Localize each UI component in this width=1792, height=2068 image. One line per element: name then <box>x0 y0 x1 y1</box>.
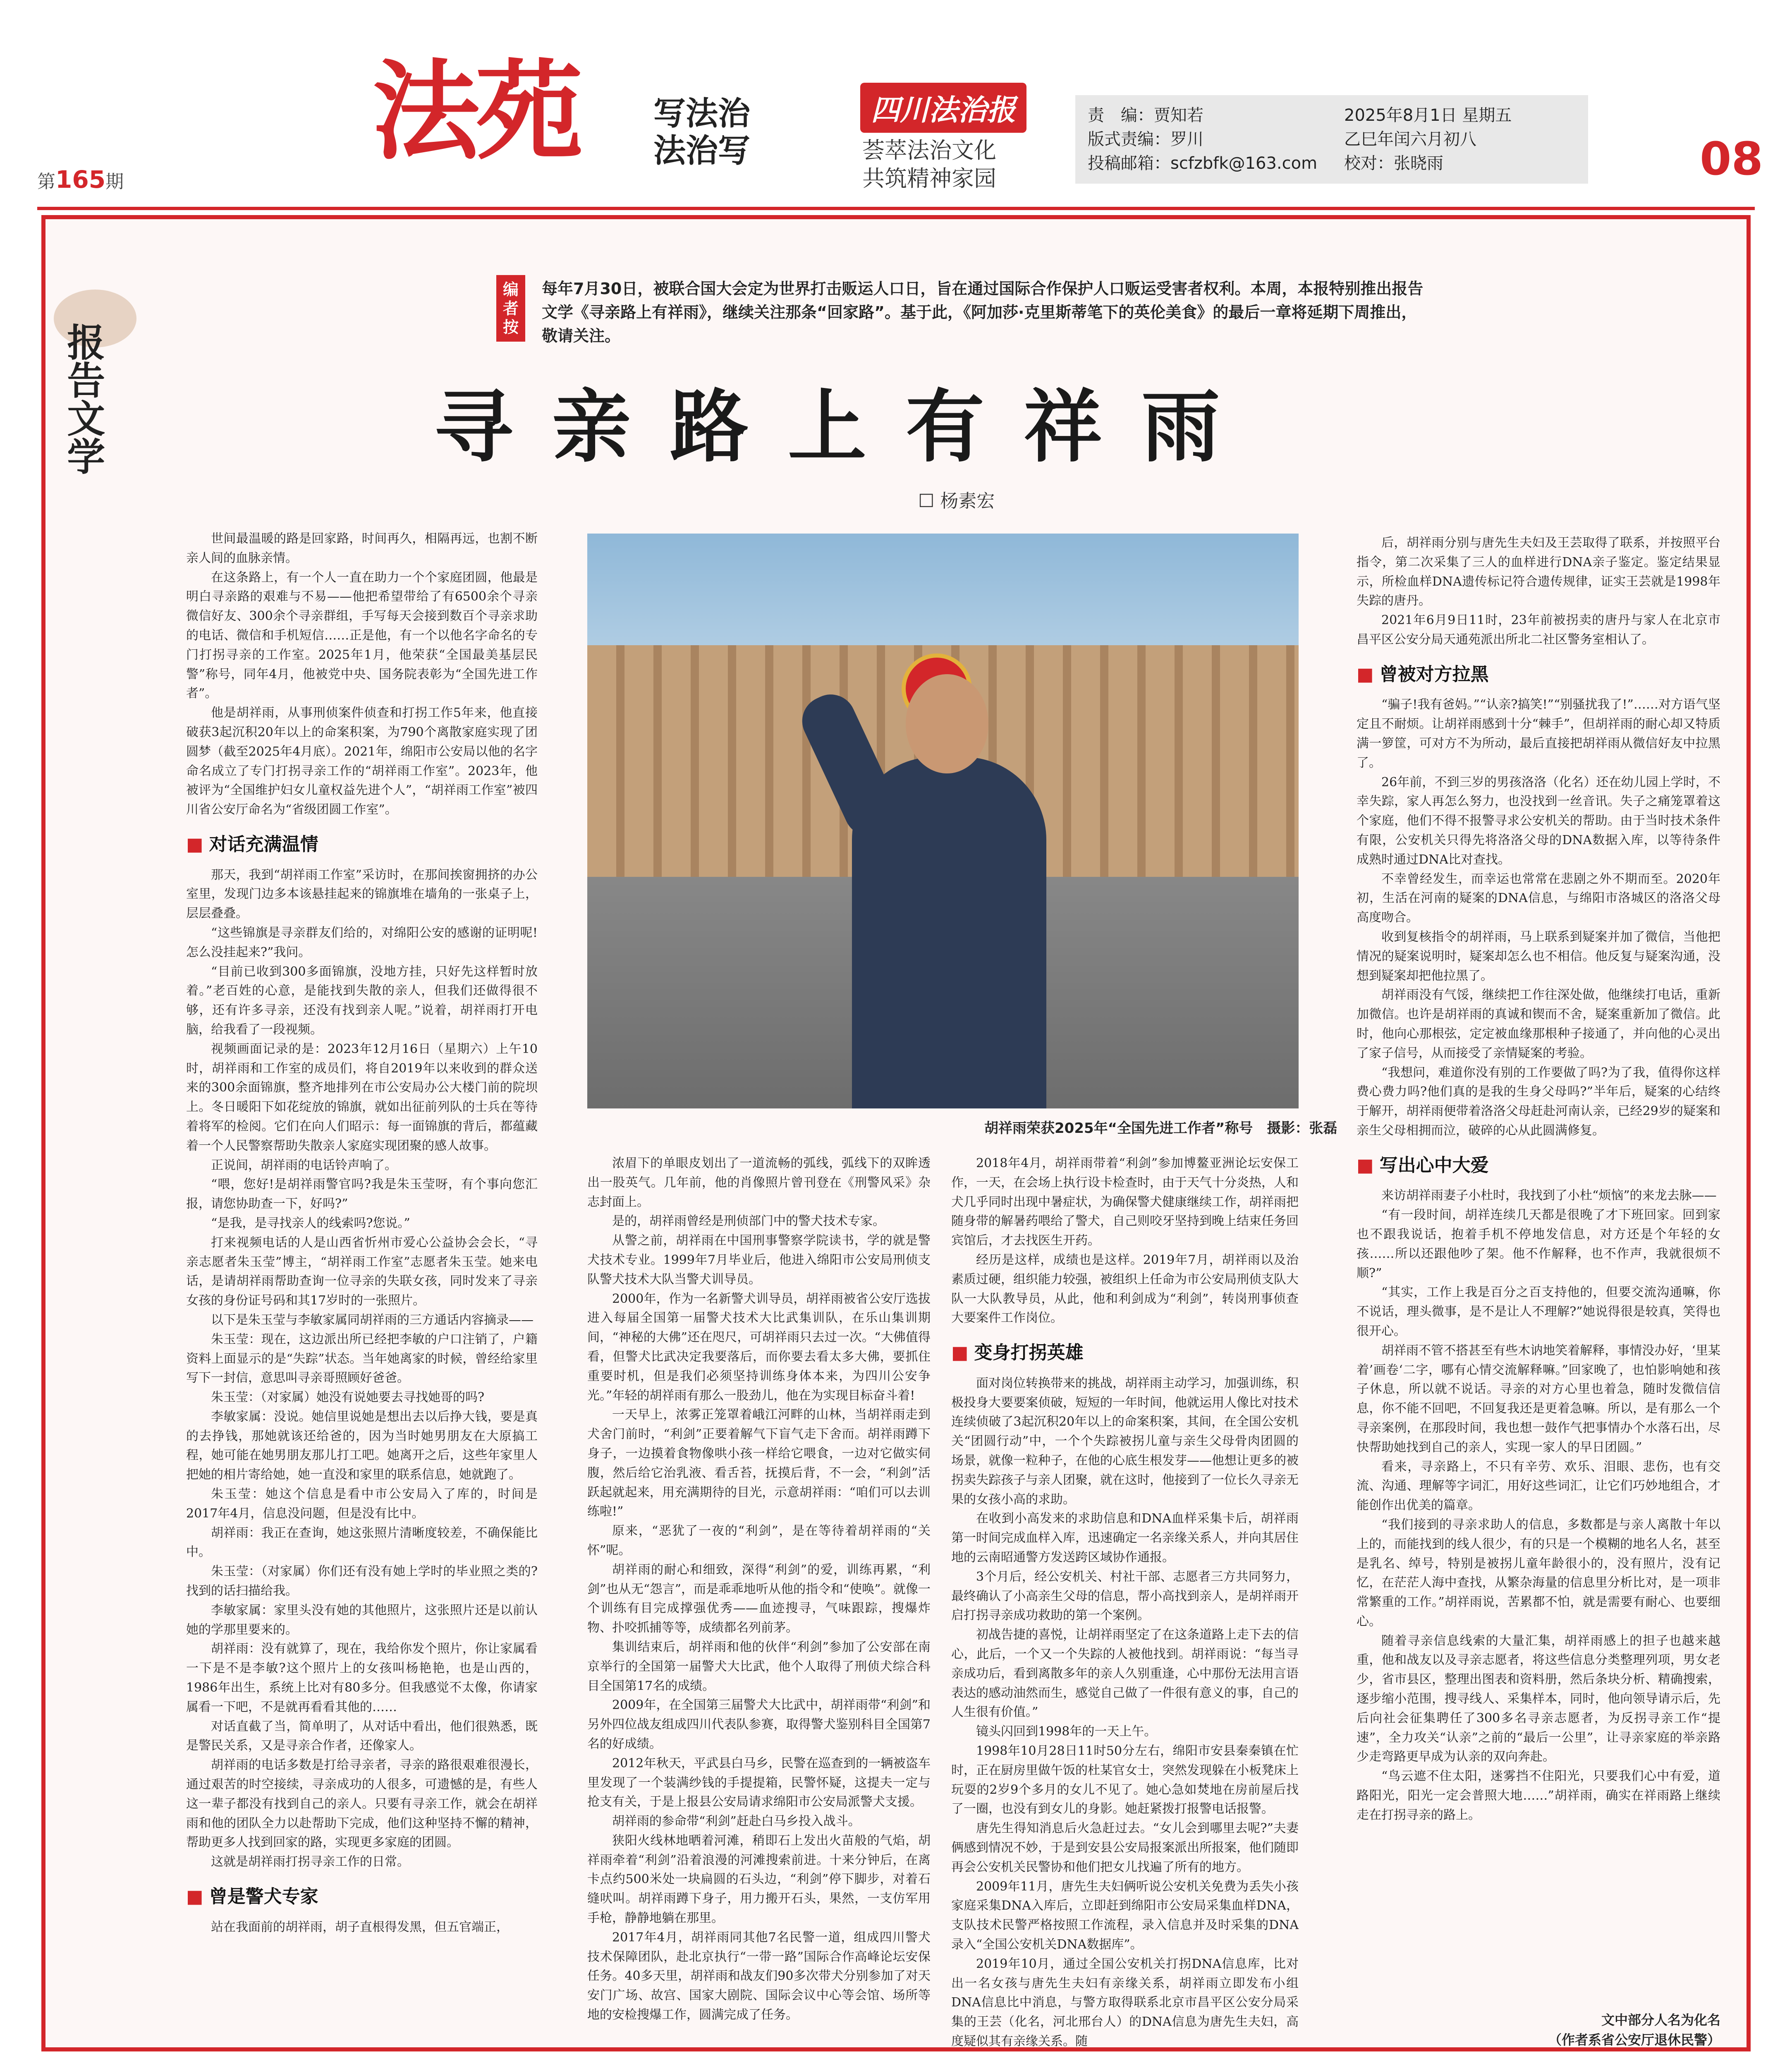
author-note: 文中部分人名为化名 （作者系省公安厅退休民警） <box>1548 2012 1720 2048</box>
masthead-logo: 法苑 <box>372 48 579 175</box>
paper-slogan: 荟萃法治文化 共筑精神家园 <box>862 137 996 191</box>
paper-logo: 四川法治报 <box>860 83 1026 133</box>
paragraph: 唐先生得知消息后火急赶过去。“女儿会到哪里去呢?”夫妻俩感到情况不妙，于是到安县公安局报案派出所报案，他们随即再会公安机关民警协和他们把女儿找遍了所有的地方。 <box>951 1821 1299 1874</box>
officer-head <box>906 674 988 773</box>
editor-note-label: 编者按 <box>496 275 525 342</box>
paragraph: 他是胡祥雨，从事刑侦案件侦查和打拐工作5年来，他直接破获3起沉积20年以上的命案积案，为790个离散家庭实现了团圆梦（截至2025年4月底）。2021年，绵阳市公安局以他的名字命名成立了专门打拐寻亲工作的“胡祥雨工作室”。2023年，他被评为“全国维护妇女儿童权益先进个人”，“胡祥雨工作室”被四川省公安厅命名为“省级团圆工作室”。 <box>186 706 538 817</box>
paragraph: 站在我面前的胡祥雨，胡子直根得发黑，但五官端正， <box>211 1920 509 1934</box>
paragraph: “有一段时间，胡祥连续几天都是很晚了才下班回家。回到家也不跟我说话，抱着手机不停地发信息，对方还是个年轻的女孩……所以还跟他吵了架。他不作解释，也不作声，我就很烦不顺?” <box>1357 1208 1720 1281</box>
paragraph: 2017年4月，胡祥雨同其他7名民警一道，组成四川警犬技术保障团队，赴北京执行“一带一路”国际合作高峰论坛安保任务。40多天里，胡祥雨和战友们90多次带犬分别参加了对天安门广场、故宫、国家大剧院、国际会议中心等会馆、场所等地的安检搜爆工作，圆满完成了任务。 <box>587 1930 931 2023</box>
paragraph: 随着寻亲信息线索的大量汇集，胡祥雨感上的担子也越来越重，他和战友以及寻亲志愿者，将这些信息分类整理列项，男女老少，省市县区，整理出图表和资料册，然后条块分析、精确搜索，逐步缩小范围，搜寻线人、采集样本，同时，他向领导请示后，先后向社会征集聘任了300多名寻亲志愿者，为反拐寻亲工作“提速”，全力攻关“认亲”之前的“最后一公里”，让寻亲家庭的举亲路少走弯路更早成为认亲的双向奔赴。 <box>1357 1633 1720 1764</box>
paragraph: 胡祥雨：没有就算了，现在，我给你发个照片，你让家属看一下是不是李敏?这个照片上的女孩叫杨艳艳，也是山西的，1986年出生，系统上比对有80多分。但我感觉不太像，你请家属看一下吧，不是就再看看其他的…… <box>186 1642 538 1714</box>
paragraph: 镜头闪回到1998年的一天上午。 <box>976 1724 1157 1739</box>
article-column-4 <box>1357 534 1720 1998</box>
header-divider <box>37 207 1755 210</box>
paragraph: 胡祥雨不管不搭甚至有些木讷地笑着解释，事情没办好，‘里某着’画卷‘二字，哪有心情交流解释嘛。”回家晚了，也怕影响她和孩子休息，所以就不说话。寻亲的对方心里也着急，随时发微信信息，你不能不回吧，不回复我还是更着急嘛。所以，是有那么一个寻亲案例，在那段时间，我也想一鼓作气把事情办个水落石出，尽快帮助她找到自己的亲人，实现一家人的早日团圆。” <box>1357 1343 1720 1455</box>
paragraph: “喂，您好!是胡祥雨警官吗?我是朱玉莹呀，有个事向您汇报，请您协助查一下，好吗?” <box>186 1177 538 1211</box>
issue-number: 第165期 <box>37 165 124 194</box>
paragraph: 狭阳火线林地晒着河滩，稍即石上发出火苗般的气焰，胡祥雨牵着“利剑”沿着浪漫的河滩搜索前进。十来分钟后，在离卡点约500米处一块扁圆的石头边，“利剑”停下脚步，对着石缝吠叫。胡祥雨蹲下身子，用力搬开石头，果然，一支仿军用手枪，静静地躺在那里。 <box>587 1833 931 1926</box>
section-heading-text: 对话充满温情 <box>209 833 318 855</box>
paragraph: 原来，“恶犹了一夜的“利剑”，是在等待着胡祥雨的“关怀”呢。 <box>587 1524 931 1558</box>
date-info: 2025年8月1日 星期五 乙巳年闰六月初八 校对：张晓雨 <box>1332 95 1588 184</box>
paragraph: 视频画面记录的是：2023年12月16日（星期六）上午10时，胡祥雨和工作室的成员们，将自2019年以来收到的群众送来的300余面锦旗，整齐地排列在市公安局办公大楼门前的院坝上。冬日暖阳下如花绽放的锦旗，就如出征前列队的士兵在等待着将军的检阅。它们在向人们昭示：每一面锦旗的背后，都蕴藏着一个人民警察帮助失散亲人家庭实现团聚的感人故事。 <box>186 1041 538 1153</box>
square-bullet-icon: ■ <box>186 833 203 855</box>
paragraph: 集训结束后，胡祥雨和他的伙伴“利剑”参加了公安部在南京举行的全国第一届警犬大比武，他个人取得了刑侦犬综合科目全国第17名的成绩。 <box>587 1640 931 1693</box>
paragraph: 在收到小高发来的求助信息和DNA血样采集卡后，胡祥雨第一时间完成血样入库，迅速确定一名亲缘关系人，并向其居住地的云南昭通警方发送跨区域协作通报。 <box>951 1511 1299 1565</box>
square-bullet-icon: ■ <box>951 1342 969 1364</box>
column-tag: 报告文学 <box>61 323 106 475</box>
paragraph: 打来视频电话的人是山西省忻州市爱心公益协会会长，“寻亲志愿者朱玉莹”博主，“胡祥雨工作室”志愿者朱玉莹。她来电话，是请胡祥雨帮助查询一位寻亲的失联女孩，同时发来了寻亲女孩的身份证号码和其17岁时的一张照片。 <box>186 1235 538 1308</box>
paragraph: “骗子!我有爸妈。”“认亲?搞笑!”“别骚扰我了!”……对方语气坚定且不耐烦。让胡祥雨感到十分“棘手”，但胡祥雨的耐心却又特质满一箩筐，可对方不为所动，最后直接把胡祥雨从微信好友中拉黑了。 <box>1357 697 1720 770</box>
paragraph: “目前已收到300多面锦旗，没地方挂，只好先这样暂时放着。”老百姓的心意，是能找到失散的亲人，但我们还做得很不够，还有许多寻亲，还没有找到亲人呢。”说着，胡祥雨打开电脑，给我看了一段视频。 <box>186 964 538 1037</box>
paragraph: 浓眉下的单眼皮划出了一道流畅的弧线，弧线下的双眸透出一股英气。几年前，他的肖像照片曾刊登在《刑警风采》杂志封面上。 <box>587 1156 931 1209</box>
article-column-2 <box>587 1154 931 2023</box>
section-heading <box>186 831 538 859</box>
photo-caption: 胡祥雨荣获2025年“全国先进工作者”称号 摄影：张磊 <box>984 1120 1337 1137</box>
paragraph: 2012年秋天，平武县白马乡，民警在巡查到的一辆被盗车里发现了一个装满纱钱的手提提箱，民警怀疑，这提夫一定与抢支有关，于是上报县公安局请求绵阳市公安局派警犬支援。 <box>587 1756 931 1810</box>
paragraph: 在这条路上，有一个人一直在助力一个个家庭团圆，他最是明白寻亲路的艰难与不易——他把希望带给了有6500余个寻亲微信好友、300余个寻亲群组，手写每天会接到数百个寻亲求助的电话、微信和手机短信……正是他，有一个以他名字命名的专门打拐寻亲的工作室。2025年1月，他荣获“全国最美基层民警”称号，同年4月，他被党中央、国务院表彰为“全国先进工作者”。 <box>186 570 538 701</box>
paragraph: “是我，是寻找亲人的线索吗?您说。” <box>211 1216 410 1230</box>
paragraph: 1998年10月28日11时50分左右，绵阳市安县秦秦镇在忙时，正在厨房里做午饭的杜某官女士，突然发现躲在小板凳床上玩耍的2岁9个多月的女儿不见了。她心急如焚地在房前屋后找了一圈，也没有到女儿的身影。她赶紧拨打报警电话报警。 <box>951 1743 1299 1817</box>
section-heading <box>951 1339 1299 1367</box>
paragraph: 胡祥雨没有气馁，继续把工作往深处做，他继续打电话，重新加微信。也许是胡祥雨的真诚和锲而不舍，疑案重新加了微信。此时，他向心那根弦，定定被血缘那根种子接通了，并向他的心灵出了家子信号，从而接受了亲情疑案的考验。 <box>1357 988 1720 1060</box>
article-title: 寻亲路上有祥雨 <box>434 381 1260 473</box>
paragraph: 从警之前，胡祥雨在中国刑事警察学院读书，学的就是警犬技术专业。1999年7月毕业后，他进入绵阳市公安局刑侦支队警犬技术大队当警犬训导员。 <box>587 1233 931 1287</box>
paragraph: 对话直截了当，简单明了，从对话中看出，他们很熟悉，既是警民关系，又是寻亲合作者，还像家人。 <box>186 1719 538 1753</box>
article-column-3 <box>951 1154 1299 2049</box>
paragraph: 面对岗位转换带来的挑战，胡祥雨主动学习，加强训练，积极投身大要要案侦破，短短的一年时间，他就运用人像比对技术连续侦破了3起沉积20年以上的命案积案，其间，在全国公安机关“团圆行动”中，一个个失踪被拐儿童与亲生父母骨肉团圆的场景，就像一粒种子，在他的心底生根发芽——他想让更多的被拐卖失踪孩子与亲人团聚，就在这时，他接到了一位长久寻亲无果的女孩小高的求助。 <box>951 1376 1299 1507</box>
paragraph: 朱玉莹：她这个信息是看中市公安局入了库的，时间是2017年4月，信息没问题，但是没有比中。 <box>186 1487 538 1521</box>
paragraph: 这就是胡祥雨打拐寻亲工作的日常。 <box>211 1855 409 1869</box>
square-bullet-icon: ■ <box>186 1886 203 1908</box>
paragraph: “这些锦旗是寻亲群友们给的，对绵阳公安的感谢的证明呢!怎么没挂起来?”我问。 <box>186 925 538 960</box>
paragraph: 一天早上，浓雾正笼罩着峨江河畔的山林，当胡祥雨走到犬舍门前时，“利剑”正要着解气下盲气走下舍而。胡祥雨蹲下身子，一边摸着食物像哄小孩一样给它喂食，一边对它做实伺腹，然后给它治乳液、看舌苔，抚摸后背，不一会，“利剑”活跃起就起来，用充满期待的目光，示意胡祥雨：“咱们可以去训练啦!” <box>587 1407 931 1519</box>
section-heading-text: 变身打拐英雄 <box>974 1342 1084 1364</box>
paragraph: “我们接到的寻亲求助人的信息，多数都是与亲人离散十年以上的，而能找到的线人很少，有的只是一个模糊的地名人名，甚至是乳名、绰号，特别是被拐儿童年龄很小的，没有照片，没有记忆，在茫茫人海中查找，从繁杂海量的信息里分析比对，是一项非常繁重的工作。”胡祥雨说，苦累都不怕，就是需要有耐心、也要细心。 <box>1357 1517 1720 1629</box>
section-heading <box>1357 1151 1720 1180</box>
square-bullet-icon: ■ <box>1357 1154 1374 1176</box>
paragraph: “我想问，难道你没有别的工作要做了吗?为了我，值得你这样费心费力吗?他们真的是我的生身父母吗?”半年后，疑案的心结终于解开，胡祥雨便带着洛洛父母赶赴河南认亲，已经29岁的疑案和亲生父母相拥而泣，破碎的心从此圆满修复。 <box>1357 1065 1720 1138</box>
section-heading <box>1357 661 1720 689</box>
portrait-photo <box>587 534 1299 1108</box>
page-number: 08 <box>1700 132 1763 185</box>
paragraph: 初战告捷的喜悦，让胡祥雨坚定了在这条道路上走下去的信心，此后，一个又一个失踪的人被他找到。胡祥雨说：“每当寻亲成功后，看到离散多年的亲人久别重逢，心中那份无法用言语表达的感动油然而生，感觉自己做了一件很有意义的事，自己的人生很有价值。” <box>951 1628 1299 1720</box>
paragraph: 世间最温暖的路是回家路，时间再久，相隔再远，也割不断亲人间的血脉亲情。 <box>186 531 538 565</box>
paragraph: 看来，寻亲路上，不只有辛劳、欢乐、泪眼、悲伤，也有交流、沟通、理解等字词汇，用好这些词汇，让它们巧妙地组合，才能创作出优美的篇章。 <box>1357 1459 1720 1513</box>
paragraph: 3个月后，经公安机关、村社干部、志愿者三方共同努力，最终确认了小高亲生父母的信息，帮小高找到亲人，是胡祥雨开启打拐寻亲成功救助的第一个案例。 <box>951 1569 1299 1623</box>
square-bullet-icon: ■ <box>1357 663 1374 685</box>
paragraph: 来访胡祥雨妻子小杜时，我找到了小杜“烦恼”的来龙去脉—— <box>1381 1188 1717 1203</box>
paragraph: 胡祥雨的参命带“利剑”赶赴白马乡投入战斗。 <box>612 1814 861 1829</box>
paragraph: 胡祥雨：我正在查询，她这张照片清晰度较差，不确保能比中。 <box>186 1525 538 1560</box>
paragraph: 26年前，不到三岁的男孩洛洛（化名）还在幼儿园上学时，不幸失踪，家人再怎么努力，也没找到一丝音讯。失子之痛笼罩着这个家庭，他们不得不报警寻求公安机关的帮助。由于当时技术条件有限，公安机关只得先将洛洛父母的DNA数据入库，以等待条件成熟时通过DNA比对查找。 <box>1357 775 1720 867</box>
paragraph: 正说间，胡祥雨的电话铃声响了。 <box>211 1158 397 1173</box>
section-heading-text: 写出心中大爱 <box>1379 1154 1489 1176</box>
paragraph: 2009年，在全国第三届警犬大比武中，胡祥雨带“利剑”和另外四位战友组成四川代表队参赛，取得警犬鉴别科目全国第7名的好成绩。 <box>587 1698 931 1751</box>
paragraph: 朱玉莹：（对家属）她没有说她要去寻找她哥的吗? <box>211 1390 485 1405</box>
paragraph: 2019年10月，通过全国公安机关打拐DNA信息库，比对出一名女孩与唐先生夫妇有亲缘关系，胡祥雨立即发布小组DNA信息比中消息，与警方取得联系北京市昌平区公安分局采集的王芸（化名，河北邢台人）的DNA信息为唐先生夫妇，高度疑似其有亲缘关系。随 <box>951 1956 1299 2049</box>
masthead-slogan: 写法治 法治写 <box>653 95 751 170</box>
paragraph: 是的，胡祥雨曾经是刑侦部门中的警犬技术专家。 <box>612 1214 885 1229</box>
paragraph: 2021年6月9日11时，23年前被拐卖的唐丹与家人在北京市昌平区公安分局天通苑派出所北二社区警务室相认了。 <box>1357 613 1720 647</box>
paragraph: 朱玉莹：现在，这边派出所已经把李敏的户口注销了，户籍资料上面显示的是“失踪”状态。当年她离家的时候，曾经给家里写下一封信，意思叫寻亲哥照顾好爸爸。 <box>186 1332 538 1386</box>
article-author: ☐ 杨素宏 <box>918 491 995 512</box>
paragraph: 收到复核指令的胡祥雨，马上联系到疑案并加了微信，当他把情况的疑案说明时，疑案却怎么也不相信。他反复与疑案沟通，没想到疑案却把他拉黑了。 <box>1357 929 1720 983</box>
paragraph: 以下是朱玉莹与李敏家属同胡祥雨的三方通话内容摘录—— <box>211 1312 534 1327</box>
paragraph: “其实，工作上我是百分之百支持他的，但要交流沟通嘛，你不说话，理头微事，是不是让人不理解?”她说得很是较真，笑得也很开心。 <box>1357 1285 1720 1338</box>
section-heading-text: 曾是警犬专家 <box>209 1886 318 1908</box>
editor-note: 每年7月30日，被联合国大会定为世界打击贩运人口日，旨在通过国际合作保护人口贩运受害者权利。本周，本报特别推出报告文学《寻亲路上有祥雨》，继续关注那条“回家路”。基于此，《阿加莎·克里斯蒂笔下的英伦美食》的最后一章将延期下周推出，敬请关注。 <box>542 280 1424 345</box>
article-column-1 <box>186 529 538 2018</box>
paragraph: 2000年，作为一名新警犬训导员，胡祥雨被省公安厅选拔进入每届全国第一届警犬技术大比武集训队，在乐山集训期间，“神秘的大佛”还在咫尺，可胡祥雨只去过一次。“大佛值得看，但警犬比武决定我要落后，而你要去看太多大佛，要抓住重要时机，但是我们必须坚持训练身体本来，为四川公安争光。”年轻的胡祥雨有那么一股劲儿，他在为实现目标奋斗着! <box>587 1291 931 1403</box>
paragraph: 胡祥雨的耐心和细致，深得“利剑”的爱，训练再累，“利剑”也从无“怨言”，而是乖乖地听从他的指令和“使唤”。就像一个训练有目完成撑强优秀——血迹搜寻，气味跟踪，搜爆炸物、扑咬抓捕等等，成绩都名列前茅。 <box>587 1562 931 1635</box>
paragraph: 朱玉莹：（对家属）你们还有没有她上学时的毕业照之类的?找到的话扫描给我。 <box>186 1564 538 1599</box>
paragraph: 不幸曾经发生，而幸运也常常在悲剧之外不期而至。2020年初，生活在河南的疑案的DNA信息，与绵阳市洛城区的洛洛父母高度吻合。 <box>1357 871 1720 925</box>
paragraph: 李敏家属：家里头没有她的其他照片，这张照片还是以前认她的学那里要来的。 <box>186 1603 538 1637</box>
paragraph: 经历是这样，成绩也是这样。2019年7月，胡祥雨以及治素质过硬，组织能力较强，被组织上任命为市公安局刑侦支队大队一大队教导员，从此，他和利剑成为“利剑”，转岗刑事侦查大要案件工作岗位。 <box>951 1252 1299 1326</box>
editor-info: 责 编：贾知若 版式责编：罗川 投稿邮箱：scfzbfk@163.com <box>1075 95 1340 184</box>
section-heading-text: 曾被对方拉黑 <box>1379 663 1489 685</box>
section-heading <box>186 1883 538 1911</box>
paragraph: 2018年4月，胡祥雨带着“利剑”参加博鳌亚洲论坛安保工作，一天，在会场上执行设卡检查时，由于天气十分炎热，人和犬几乎同时出现中暑症状，为确保警犬健康继续工作，胡祥雨把随身带的解暑药喂给了警犬，自己则咬牙坚持到晚上结束任务回宾馆后，才去找医生开药。 <box>951 1156 1299 1248</box>
paragraph: 李敏家属：没说。她信里说她是想出去以后挣大钱，要是真的去挣钱，那她就该还给爸的，因为当时她男朋友在大原搞工程，她可能在她男朋友那儿打工吧。她离开之后，这些年家里人把她的相片寄给她，她一直没和家里的联系信息，她就跑了。 <box>186 1409 538 1482</box>
paragraph: 后，胡祥雨分别与唐先生夫妇及王芸取得了联系，并按照平台指令，第二次采集了三人的血样进行DNA亲子鉴定。鉴定结果显示，所检血样DNA遗传标记符合遗传规律，证实王芸就是1998年失踪的唐丹。 <box>1357 536 1720 608</box>
paragraph: 胡祥雨的电话多数是打给寻亲者，寻亲的路很艰难很漫长，通过艰苦的时空接续，寻亲成功的人很多，可遗憾的是，有些人这一辈子都没有找到自己的亲人。只要有寻亲工作，就会在胡祥雨和他的团队全力以赴帮助下完成，他们这种坚持不懈的精神，帮助更多人找到回家的路，实现更多家庭的团圆。 <box>186 1758 538 1850</box>
paragraph: 那天，我到“胡祥雨工作室”采访时，在那间挨窗拥挤的办公室里，发现门边多本该悬挂起来的锦旗堆在墙角的一张桌子上，层层叠叠。 <box>186 867 538 921</box>
paragraph: “鸟云遮不住太阳，迷雾挡不住阳光，只要我们心中有爱，道路阳光，阳光一定会普照大地……”胡祥雨，确实在祥雨路上继续走在打拐寻亲的路上。 <box>1357 1769 1720 1822</box>
paragraph: 2009年11月，唐先生夫妇俩听说公安机关免费为丢失小孩家庭采集DNA入库后，立即赶到绵阳市公安局采集血样DNA，支队技术民警严格按照工作流程，录入信息并及时采集的DNA录入“全国公安机关DNA数据库”。 <box>951 1879 1299 1952</box>
